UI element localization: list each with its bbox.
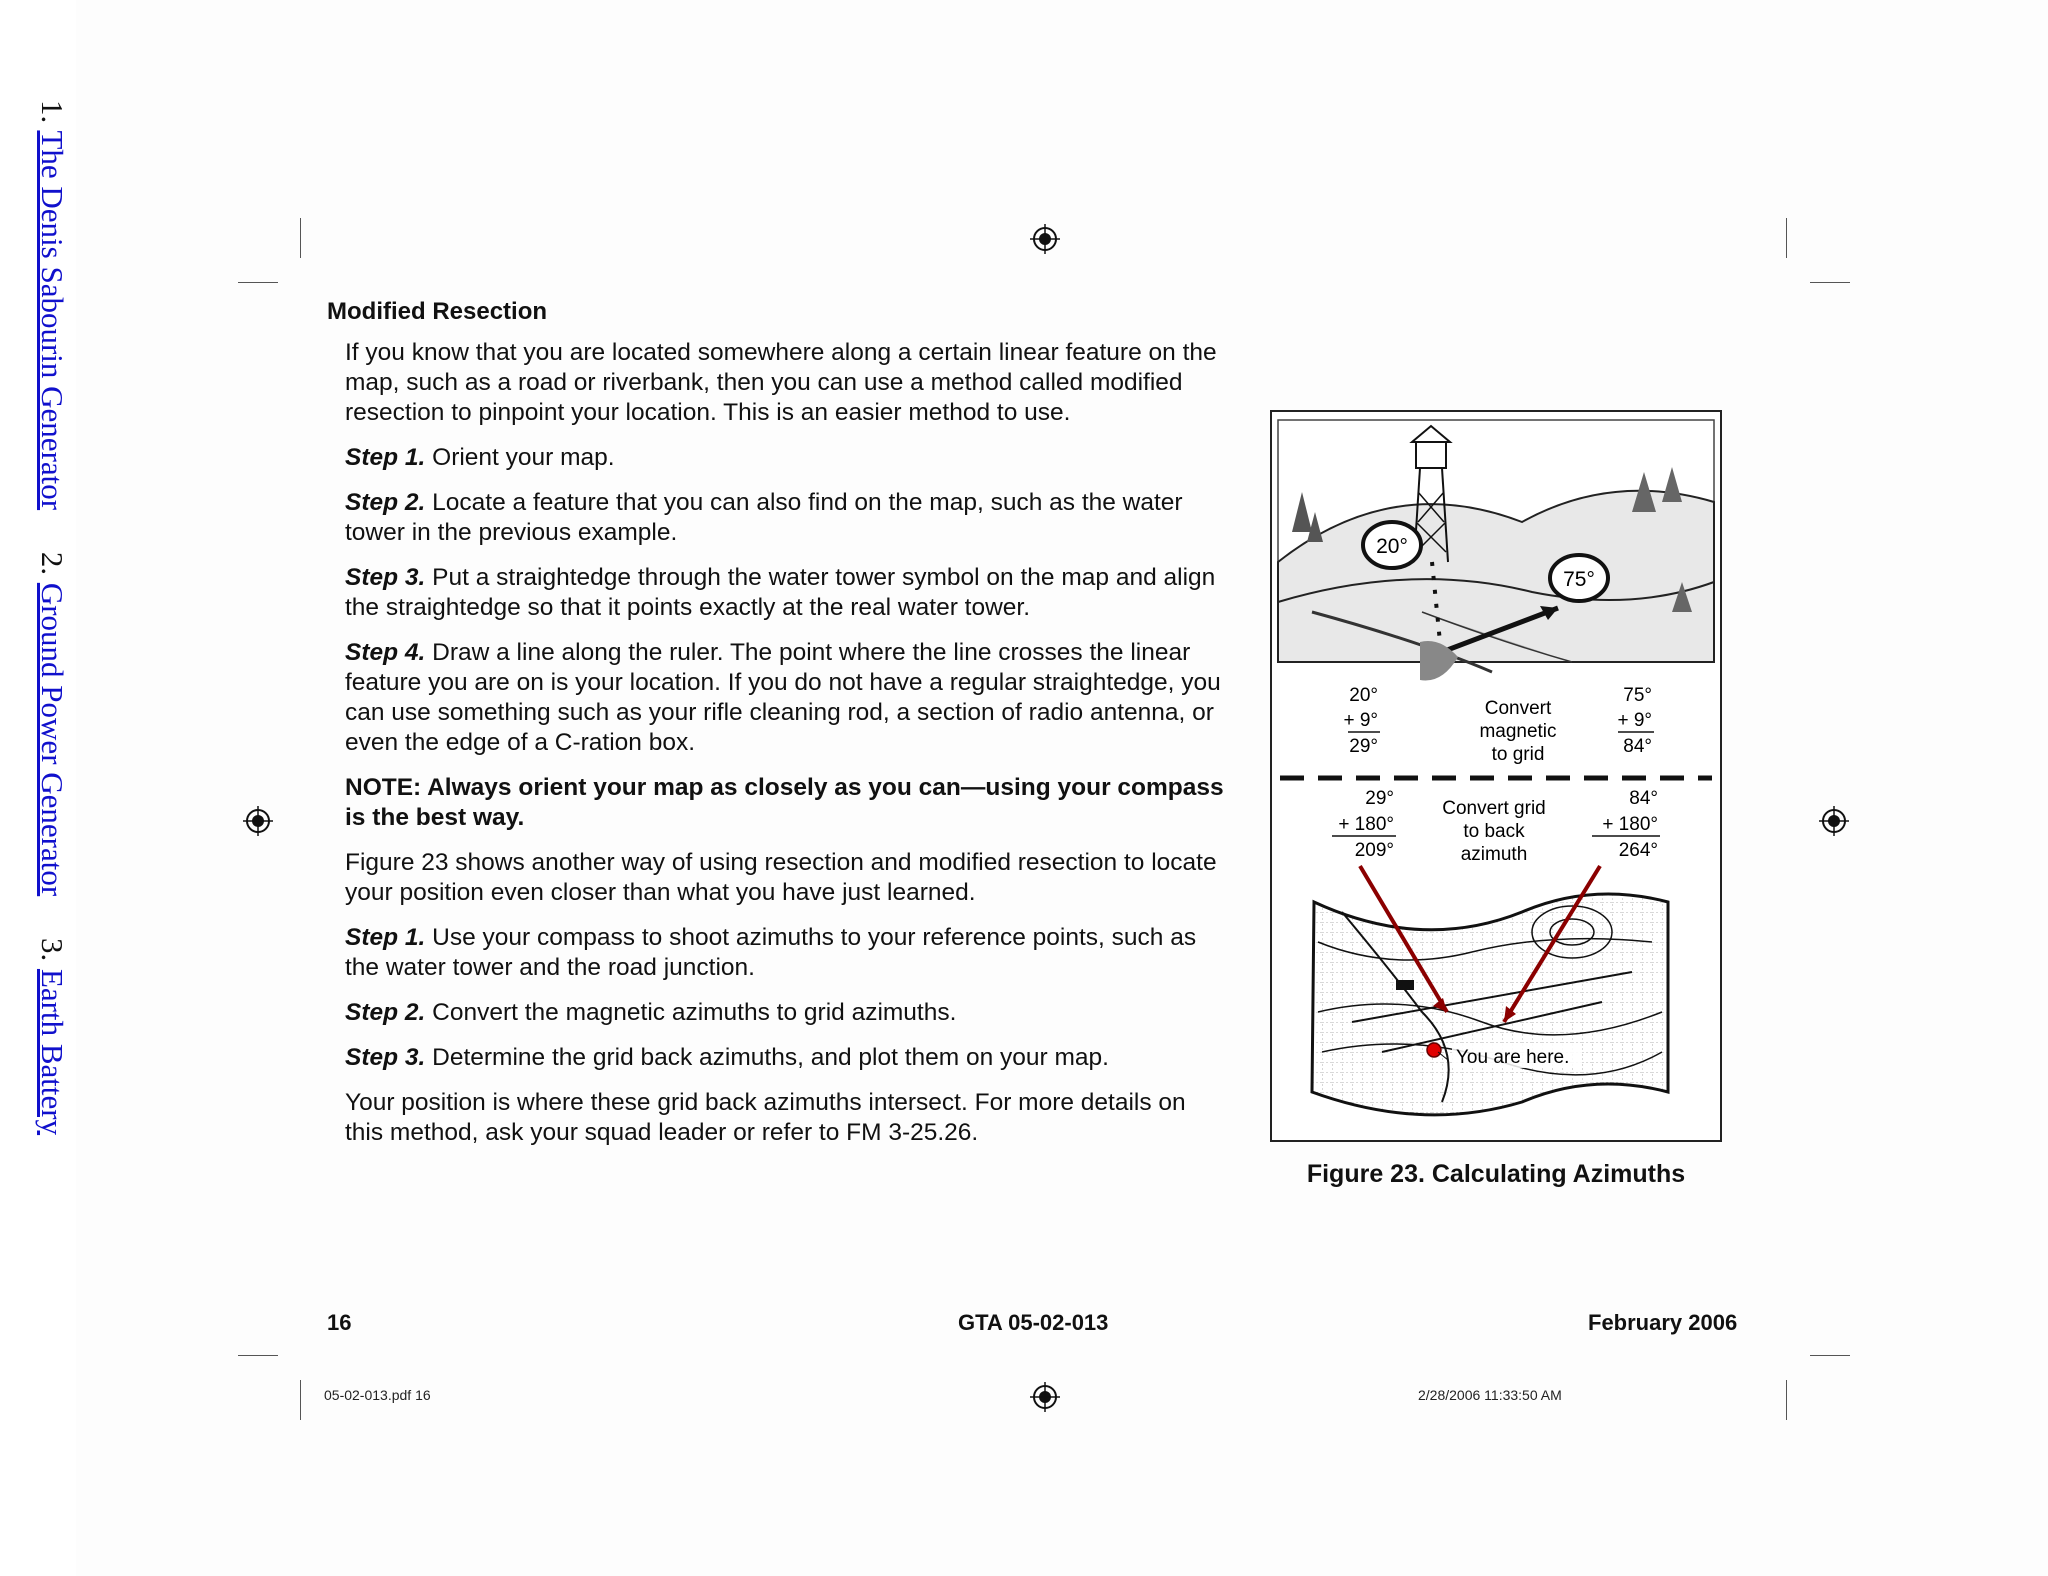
step-paragraph <box>345 1043 1227 1073</box>
calc-value: 264° <box>1618 840 1658 861</box>
crop-mark <box>1786 218 1787 258</box>
crop-mark <box>1786 1380 1787 1420</box>
page-number: 16 <box>327 1310 352 1335</box>
step-text: Put a straightedge through the water tower symbol on the map and align the straightedge so that it points exactly at the real water tower. <box>345 564 1216 621</box>
nav-entry-1: 1. The Denis Sabourin Generator <box>35 100 70 511</box>
step-text: Convert the magnetic azimuths to grid azimuths. <box>425 999 957 1026</box>
step-paragraph <box>345 488 1227 548</box>
crop-mark <box>1810 282 1850 283</box>
calc-label: azimuth <box>1460 844 1528 865</box>
side-navigation <box>34 100 70 1169</box>
main-text <box>327 298 1227 1163</box>
step-text: Use your compass to shoot azimuths to your reference points, such as the water tower and the road junction. <box>345 924 1197 981</box>
crop-mark <box>1810 1355 1850 1356</box>
figure-23 <box>1270 410 1722 1142</box>
nav-link-ground-power-generator[interactable]: Ground Power Generator <box>35 582 70 897</box>
print-slug-timestamp: 2/28/2006 11:33:50 AM <box>1418 1387 1562 1403</box>
figure-illustration <box>1272 412 1720 1140</box>
step-text: Orient your map. <box>425 444 615 471</box>
step-text: Draw a line along the ruler. The point where the line crosses the linear feature you are on is your location. If you do not have a regular straightedge, you can use something such as your rifle cleaning rod, a section of radio antenna, or even the edge of a C-ration box. <box>345 639 1221 756</box>
intro-paragraph: If you know that you are located somewhere along a certain linear feature on the map, such as a road or riverbank, then you can use a method called modified resection to pinpoint your location. This is an easier method to use. <box>345 339 1217 426</box>
your-location-marker <box>1427 1043 1441 1057</box>
figure-caption: Figure 23. Calculating Azimuths <box>1306 1160 1686 1188</box>
step-paragraph <box>345 563 1227 623</box>
step-paragraph <box>345 443 1227 473</box>
nav-link-earth-battery[interactable]: Earth Battery <box>35 968 70 1136</box>
calc-value: 29° <box>1365 788 1394 809</box>
publication-date: February 2006 <box>1588 1310 1738 1335</box>
step-paragraph <box>345 923 1227 983</box>
step-paragraph <box>345 998 1227 1028</box>
step-text: Locate a feature that you can also find on the map, such as the water tower in the previous example. <box>345 489 1183 546</box>
step-label: Step 4. <box>345 639 426 666</box>
calc-label: to grid <box>1491 744 1545 765</box>
calc-value: 209° <box>1354 840 1394 861</box>
document-id: GTA 05-02-013 <box>958 1310 1109 1335</box>
note-paragraph: NOTE: Always orient your map as closely as you can—using your compass is the best way. <box>345 774 1224 831</box>
back-azimuth-calc <box>1332 788 1660 865</box>
step-paragraph <box>345 638 1227 758</box>
crop-mark <box>300 218 301 258</box>
closing-paragraph: Your position is where these grid back azimuths intersect. For more details on this method, ask your squad leader or refer to FM 3-25.26. <box>345 1089 1186 1146</box>
azimuth-bubble-right-label: 75° <box>1563 568 1595 591</box>
calc-value: + 9° <box>1617 710 1652 731</box>
crop-mark <box>300 1380 301 1420</box>
step-label: Step 1. <box>345 924 426 951</box>
calc-value: 20° <box>1349 685 1378 706</box>
water-tower-map-symbol <box>1396 980 1414 990</box>
print-slug-file: 05-02-013.pdf 16 <box>324 1387 431 1403</box>
step-label: Step 3. <box>345 1044 426 1071</box>
crop-mark <box>238 282 278 283</box>
crop-mark <box>238 1355 278 1356</box>
registration-target-icon <box>243 806 273 836</box>
step-text: Determine the grid back azimuths, and plot them on your map. <box>425 1044 1109 1071</box>
registration-target-icon <box>1030 224 1060 254</box>
section-title: Modified Resection <box>327 298 548 325</box>
calc-label: Convert grid <box>1442 798 1546 819</box>
figure-reference-paragraph: Figure 23 shows another way of using resection and modified resection to locate your position even closer than what you have just learned. <box>345 849 1217 906</box>
calc-value: + 9° <box>1343 710 1378 731</box>
nav-entry-3: 3. Earth Battery <box>35 937 70 1136</box>
calc-value: 29° <box>1349 736 1378 757</box>
step-label: Step 2. <box>345 489 426 516</box>
step-label: Step 3. <box>345 564 426 591</box>
calc-label: to back <box>1463 821 1525 842</box>
calc-label: magnetic <box>1479 721 1557 742</box>
calc-label: Convert <box>1484 698 1552 719</box>
landscape-scene <box>1278 420 1714 681</box>
topographic-map <box>1312 866 1668 1115</box>
magnetic-to-grid-calc <box>1343 685 1654 765</box>
step-label: Step 2. <box>345 999 426 1026</box>
azimuth-bubble-left-label: 20° <box>1376 535 1408 558</box>
registration-target-icon <box>1819 806 1849 836</box>
step-label: Step 1. <box>345 444 426 471</box>
calc-value: + 180° <box>1602 814 1658 835</box>
you-are-here-label: You are here. <box>1456 1047 1570 1068</box>
calc-value: 84° <box>1623 736 1652 757</box>
nav-entry-2: 2. Ground Power Generator <box>35 551 70 897</box>
calc-value: + 180° <box>1338 814 1394 835</box>
nav-link-denis-sabourin-generator[interactable]: The Denis Sabourin Generator <box>35 130 70 511</box>
calc-value: 84° <box>1629 788 1658 809</box>
calc-value: 75° <box>1623 685 1652 706</box>
registration-target-icon <box>1030 1382 1060 1412</box>
